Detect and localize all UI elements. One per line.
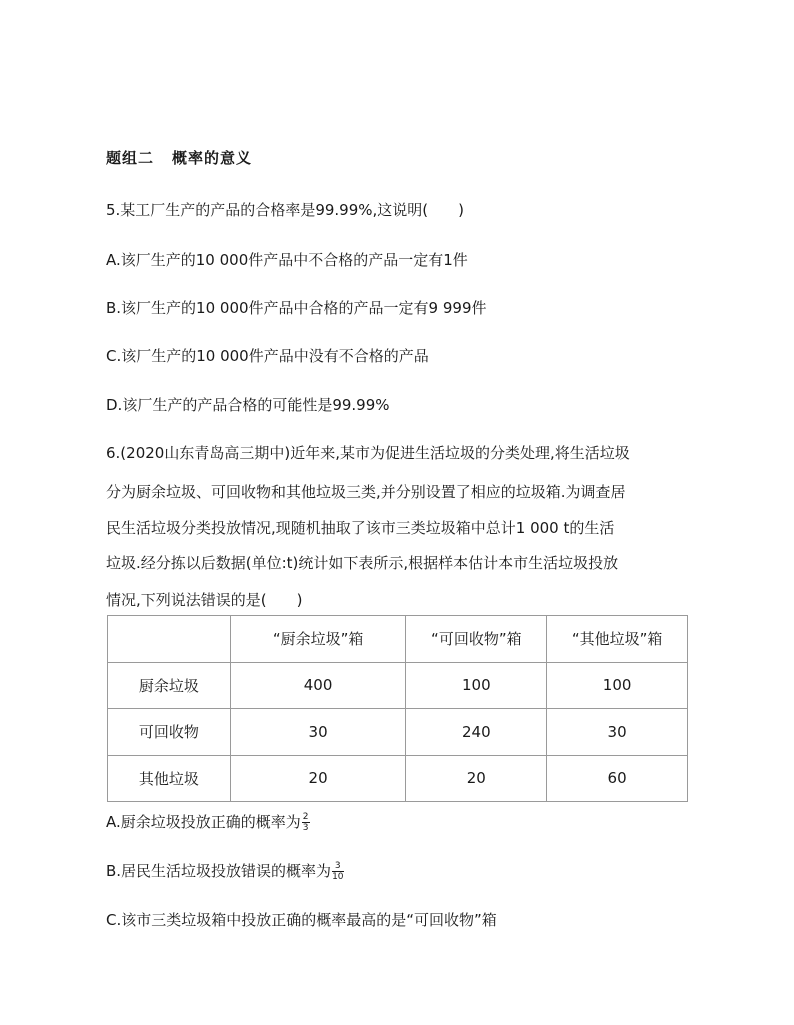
fraction-numerator: 2 bbox=[302, 812, 309, 822]
table-cell: 30 bbox=[547, 709, 688, 756]
section-title bbox=[106, 148, 252, 168]
question-6-stem-line-2: 分为厨余垃圾、可回收物和其他垃圾三类,并分别设置了相应的垃圾箱.为调查居 bbox=[106, 483, 626, 501]
table-row-label: 其他垃圾 bbox=[108, 755, 231, 802]
table-header-cell: “厨余垃圾”箱 bbox=[230, 616, 406, 663]
table-cell: 400 bbox=[230, 662, 406, 709]
question-5-stem: 5.某工厂生产的产品的合格率是99.99%,这说明( ) bbox=[106, 201, 464, 219]
question-6-option-a bbox=[106, 812, 310, 833]
table-row bbox=[108, 755, 688, 802]
table-cell: 60 bbox=[547, 755, 688, 802]
question-6-stem-line-3: 民生活垃圾分类投放情况,现随机抽取了该市三类垃圾箱中总计1 000 t的生活 bbox=[106, 519, 615, 537]
fraction-denominator: 10 bbox=[332, 872, 344, 882]
table-row bbox=[108, 709, 688, 756]
table-cell: 100 bbox=[406, 662, 547, 709]
table-row-label: 可回收物 bbox=[108, 709, 231, 756]
table-cell: 20 bbox=[230, 755, 406, 802]
option-a-text: A.厨余垃圾投放正确的概率为 bbox=[106, 813, 301, 831]
question-5-option-b: B.该厂生产的10 000件产品中合格的产品一定有9 999件 bbox=[106, 299, 487, 317]
question-5-option-d: D.该厂生产的产品合格的可能性是99.99% bbox=[106, 396, 390, 414]
table-row-label: 厨余垃圾 bbox=[108, 662, 231, 709]
option-b-text: B.居民生活垃圾投放错误的概率为 bbox=[106, 862, 332, 880]
section-title-group: 题组二 bbox=[106, 149, 155, 167]
table-header-cell: “可回收物”箱 bbox=[406, 616, 547, 663]
question-5-option-c: C.该厂生产的10 000件产品中没有不合格的产品 bbox=[106, 347, 429, 365]
fraction-denominator: 3 bbox=[302, 823, 309, 833]
table-header-cell: “其他垃圾”箱 bbox=[547, 616, 688, 663]
table-header-cell bbox=[108, 616, 231, 663]
table-row bbox=[108, 662, 688, 709]
section-title-topic: 概率的意义 bbox=[172, 149, 253, 167]
table-cell: 100 bbox=[547, 662, 688, 709]
fraction bbox=[302, 812, 310, 833]
question-6-stem-line-4: 垃圾.经分拣以后数据(单位:t)统计如下表所示,根据样本估计本市生活垃圾投放 bbox=[106, 554, 619, 572]
table-cell: 20 bbox=[406, 755, 547, 802]
table-header-row bbox=[108, 616, 688, 663]
question-5-option-a: A.该厂生产的10 000件产品中不合格的产品一定有1件 bbox=[106, 251, 468, 269]
question-6-stem-line-5: 情况,下列说法错误的是( ) bbox=[106, 591, 303, 609]
question-6-option-b bbox=[106, 861, 344, 882]
fraction bbox=[332, 861, 343, 882]
table-cell: 30 bbox=[230, 709, 406, 756]
table-cell: 240 bbox=[406, 709, 547, 756]
garbage-data-table bbox=[107, 615, 688, 802]
fraction-numerator: 3 bbox=[332, 861, 343, 872]
question-6-option-c: C.该市三类垃圾箱中投放正确的概率最高的是“可回收物”箱 bbox=[106, 911, 497, 929]
question-6-stem-line-1: 6.(2020山东青岛高三期中)近年来,某市为促进生活垃圾的分类处理,将生活垃圾 bbox=[106, 444, 630, 462]
